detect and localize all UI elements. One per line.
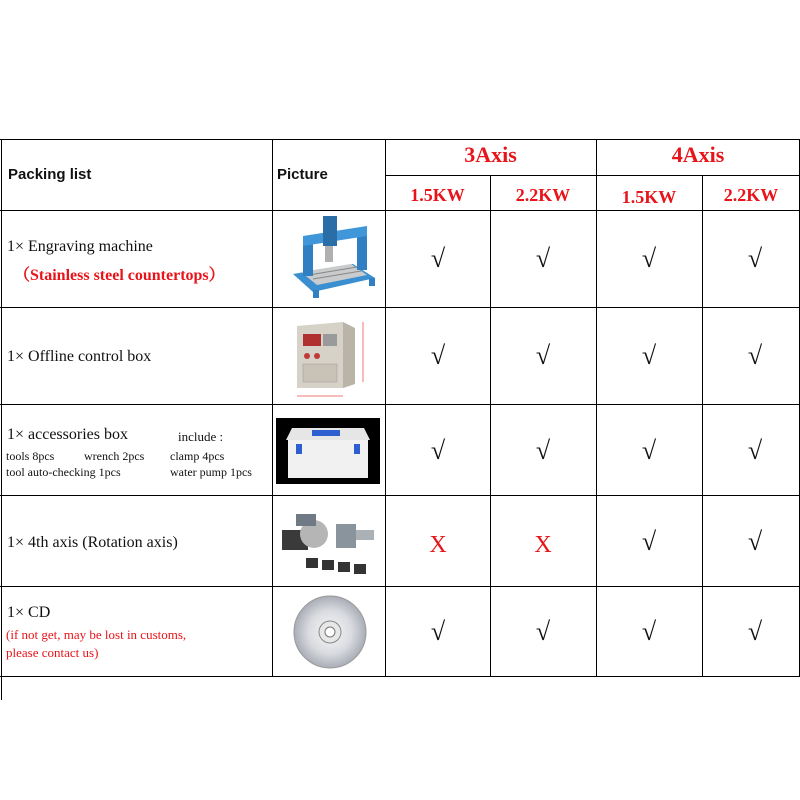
- picture-header: Picture: [277, 166, 328, 183]
- engraving-machine-image: [283, 212, 381, 304]
- power-header-3axis-1-5kw: 1.5KW: [410, 185, 465, 205]
- table-col-divider: [385, 139, 386, 677]
- check-mark: √: [430, 617, 446, 646]
- rotation-axis-image: [276, 500, 380, 582]
- check-mark: √: [747, 436, 763, 465]
- check-mark: √: [430, 244, 446, 273]
- accessories-box-image: [276, 418, 380, 484]
- table-row-divider: [0, 210, 800, 211]
- table-border-left: [1, 139, 2, 700]
- power-header-4axis-1-5kw: 1.5KW: [621, 187, 677, 207]
- x-mark: X: [429, 532, 447, 558]
- table-col-divider: [702, 176, 703, 677]
- item-cd: 1× CD: [7, 604, 51, 621]
- accessory-water-pump: water pump 1pcs: [170, 465, 252, 479]
- check-mark: √: [535, 244, 551, 273]
- power-header-3axis-2-2kw: 2.2KW: [515, 185, 571, 205]
- cd-disc-image: [288, 592, 372, 672]
- table-border-top: [0, 139, 800, 140]
- check-mark: √: [641, 436, 657, 465]
- group-header-3axis: 3Axis: [464, 142, 517, 167]
- check-mark: √: [747, 244, 763, 273]
- accessory-tools: tools 8pcs: [6, 449, 55, 463]
- table-col-divider: [272, 139, 273, 677]
- check-mark: √: [747, 527, 763, 556]
- check-mark: √: [430, 341, 446, 370]
- accessory-clamp: clamp 4pcs: [170, 449, 225, 463]
- cd-note-line2: please contact us): [6, 645, 99, 660]
- table-col-divider: [596, 139, 597, 677]
- table-row-divider: [0, 495, 800, 496]
- check-mark: √: [641, 617, 657, 646]
- accessories-include-label: include :: [178, 429, 224, 444]
- check-mark: √: [747, 617, 763, 646]
- table-row-divider: [0, 676, 800, 677]
- check-mark: √: [747, 341, 763, 370]
- x-mark: X: [534, 532, 552, 558]
- table-row-divider: [0, 586, 800, 587]
- check-mark: √: [535, 617, 551, 646]
- check-mark: √: [641, 244, 657, 273]
- item-4th-axis: 1× 4th axis (Rotation axis): [7, 534, 178, 551]
- group-header-4axis: 4Axis: [671, 142, 725, 167]
- table-row-divider: [0, 404, 800, 405]
- item-offline-control-box: 1× Offline control box: [7, 348, 152, 365]
- accessory-wrench: wrench 2pcs: [84, 449, 145, 463]
- item-accessories-box: 1× accessories box: [7, 426, 128, 443]
- item-engraving-machine-note: （Stainless steel countertops）: [14, 267, 225, 284]
- table-subheader-line: [385, 175, 800, 176]
- check-mark: √: [535, 341, 551, 370]
- table-col-divider: [490, 176, 491, 677]
- cd-note-line1: (if not get, may be lost in customs,: [6, 627, 187, 642]
- control-box-image: [283, 312, 381, 402]
- item-engraving-machine: 1× Engraving machine: [7, 238, 153, 255]
- check-mark: √: [430, 436, 446, 465]
- packing-list-header: Packing list: [8, 166, 92, 183]
- accessory-tool-auto-checking: tool auto-checking 1pcs: [6, 465, 121, 479]
- table-row-divider: [0, 307, 800, 308]
- check-mark: √: [641, 527, 657, 556]
- check-mark: √: [641, 341, 657, 370]
- check-mark: √: [535, 436, 551, 465]
- power-header-4axis-2-2kw: 2.2KW: [723, 185, 779, 205]
